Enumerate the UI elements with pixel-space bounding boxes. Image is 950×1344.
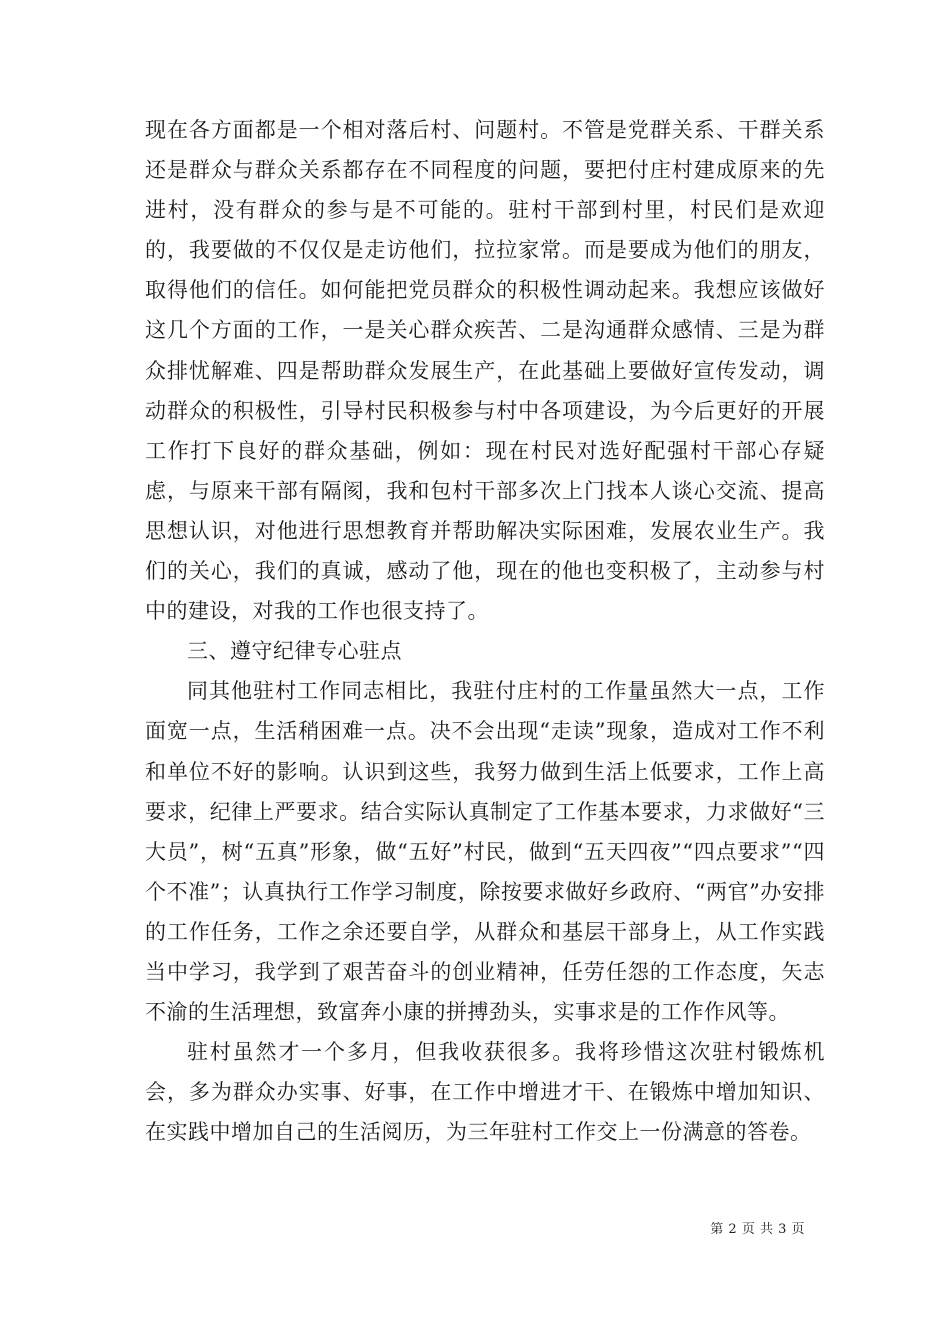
page-number: 第 2 页 共 3 页 bbox=[710, 1222, 805, 1237]
paragraph-3: 同其他驻村工作同志相比，我驻付庄村的工作量虽然大一点，工作面宽一点，生活稍困难一点。决不会出现“走读”现象，造成对工作不利和单位不好的影响。认识到这些，我努力做到生活上低要求，工作上高要求，纪律上严要求。结合实际认真制定了工作基本要求，力求做好“三大员”，树“五真”形象，做“五好”村民，做到“五天四夜”“四点要求”“四个不准”；认真执行工作学习制度，除按要求做好乡政府、“两官”办安排的工作任务，工作之余还要自学，从群众和基层干部身上，从工作实践当中学习，我学到了艰苦奋斗的创业精神，任劳任怨的工作态度，矢志不渝的生活理想，致富奔小康的拼搏劲头，实事求是的工作作风等。 bbox=[145, 679, 825, 1025]
document-body bbox=[145, 110, 825, 1152]
section-heading: 三、遵守纪律专心驻点 bbox=[187, 639, 402, 664]
paragraph-4: 驻村虽然才一个多月，但我收获很多。我将珍惜这次驻村锻炼机会，多为群众办实事、好事，在工作中增进才干、在锻炼中增加知识、在实践中增加自己的生活阅历，为三年驻村工作交上一份满意的答卷。 bbox=[145, 1040, 825, 1145]
paragraph-1: 现在各方面都是一个相对落后村、问题村。不管是党群关系、干群关系还是群众与群众关系都存在不同程度的问题，要把付庄村建成原来的先进村，没有群众的参与是不可能的。驻村干部到村里，村民们是欢迎的，我要做的不仅仅是走访他们，拉拉家常。而是要成为他们的朋友，取得他们的信任。如何能把党员群众的积极性调动起来。我想应该做好这几个方面的工作，一是关心群众疾苦、二是沟通群众感情、三是为群众排忧解难、四是帮助群众发展生产，在此基础上要做好宣传发动，调动群众的积极性，引导村民积极参与村中各项建设，为今后更好的开展工作打下良好的群众基础，例如：现在村民对选好配强村干部心存疑虑，与原来干部有隔阂，我和包村干部多次上门找本人谈心交流、提高思想认识，对他进行思想教育并帮助解决实际困难，发展农业生产。我们的关心，我们的真诚，感动了他，现在的他也变积极了，主动参与村中的建设，对我的工作也很支持了。 bbox=[145, 118, 825, 624]
